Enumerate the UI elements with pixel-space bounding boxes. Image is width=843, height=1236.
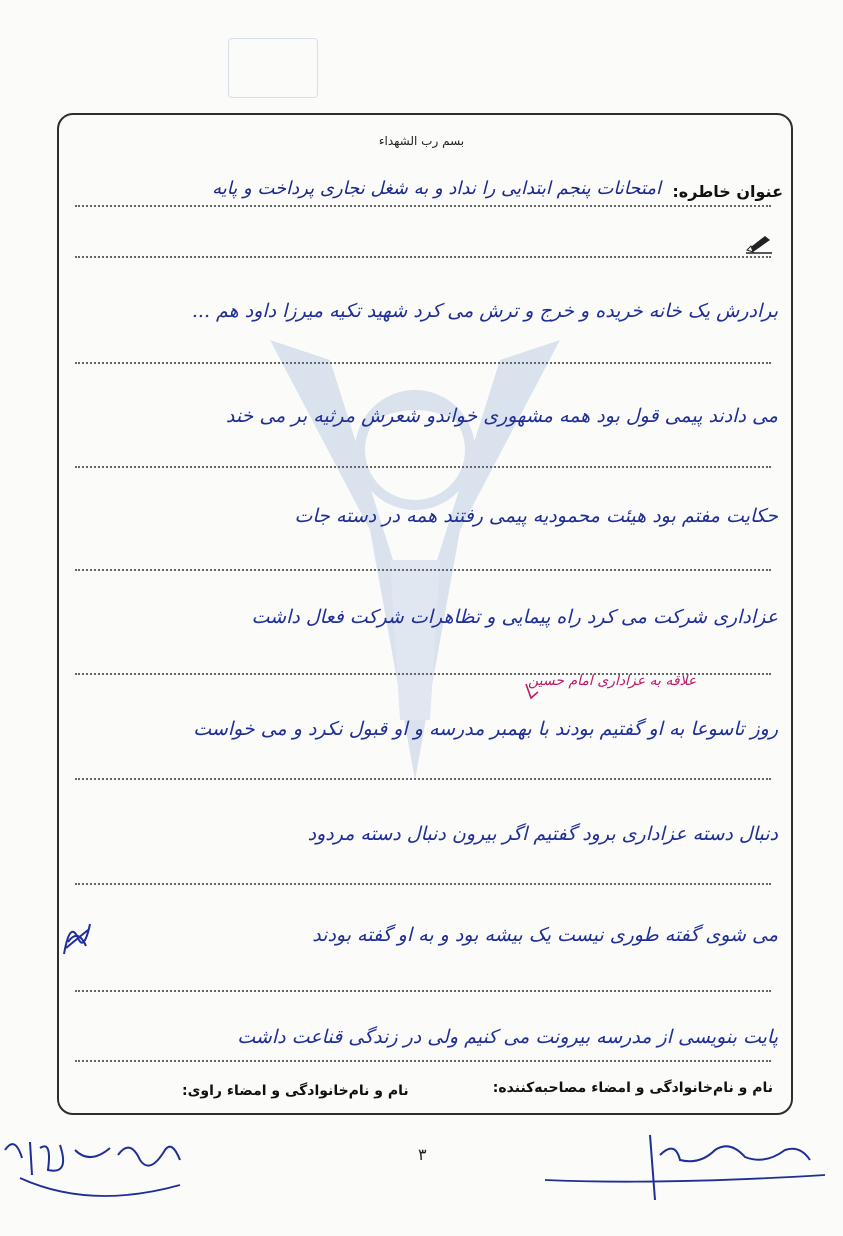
dotted-rule [75, 883, 771, 885]
emblem-watermark-icon [250, 300, 580, 820]
memory-line-2: می دادند پیمی قول بود همه مشهوری خواندو شعرش مرثیه بر می خند [225, 405, 778, 427]
memory-line-5: روز تاسوعا به او گفتیم بودند با بهمبر مدرسه و او قبول نکرد و می خواست [193, 718, 778, 740]
memory-line-1: برادرش یک خانه خریده و خرج و ترش می کرد شهید تکیه میرزا داود هم ... [191, 300, 778, 322]
memory-title-value: امتحانات پنجم ابتدایی را نداد و به شغل نجاری پرداخت و پایه [212, 178, 661, 199]
dotted-rule [75, 205, 771, 207]
memory-line-4: عزاداری شرکت می کرد راه پیمایی و تظاهرات شرکت فعال داشت [251, 606, 778, 628]
dotted-rule [75, 778, 771, 780]
bismillah-header: بسم رب الشهداء [378, 134, 465, 148]
memory-line-8: پایت بنویسی از مدرسه بیرونت می کنیم ولی در زندگی قناعت داشت [237, 1026, 778, 1048]
dotted-rule [75, 1060, 771, 1062]
memory-line-3: حکایت مفتم بود هیئت محمودیه پیمی رفتند همه در دسته جات [294, 505, 778, 527]
dotted-rule [75, 256, 771, 258]
memory-line-6: دنبال دسته عزاداری برود گفتیم اگر بیرون دنبال دسته مردود [307, 823, 778, 845]
dotted-rule [75, 569, 771, 571]
memory-title-label: عنوان خاطره: [672, 182, 783, 201]
signature-left [0, 1130, 200, 1220]
interviewer-signature-label: نام و نام‌خانوادگی و امضاء مصاحبه‌کننده: [492, 1080, 773, 1096]
page-number: ۳ [418, 1145, 427, 1164]
narrator-signature-label: نام و نام‌خانوادگی و امضاء راوی: [182, 1083, 409, 1099]
pen-writing-icon [745, 232, 773, 254]
memory-line-7: می شوی گفته طوری نیست یک بیشه بود و به او گفته بودند [312, 924, 778, 946]
annotation-mark-icon [522, 682, 540, 702]
faded-stamp [228, 38, 318, 98]
dotted-rule [75, 466, 771, 468]
dotted-rule [75, 990, 771, 992]
signature-right [540, 1125, 830, 1210]
dotted-rule [75, 362, 771, 364]
margin-annotation: علاقه به عزاداری امام حسین [528, 673, 697, 689]
